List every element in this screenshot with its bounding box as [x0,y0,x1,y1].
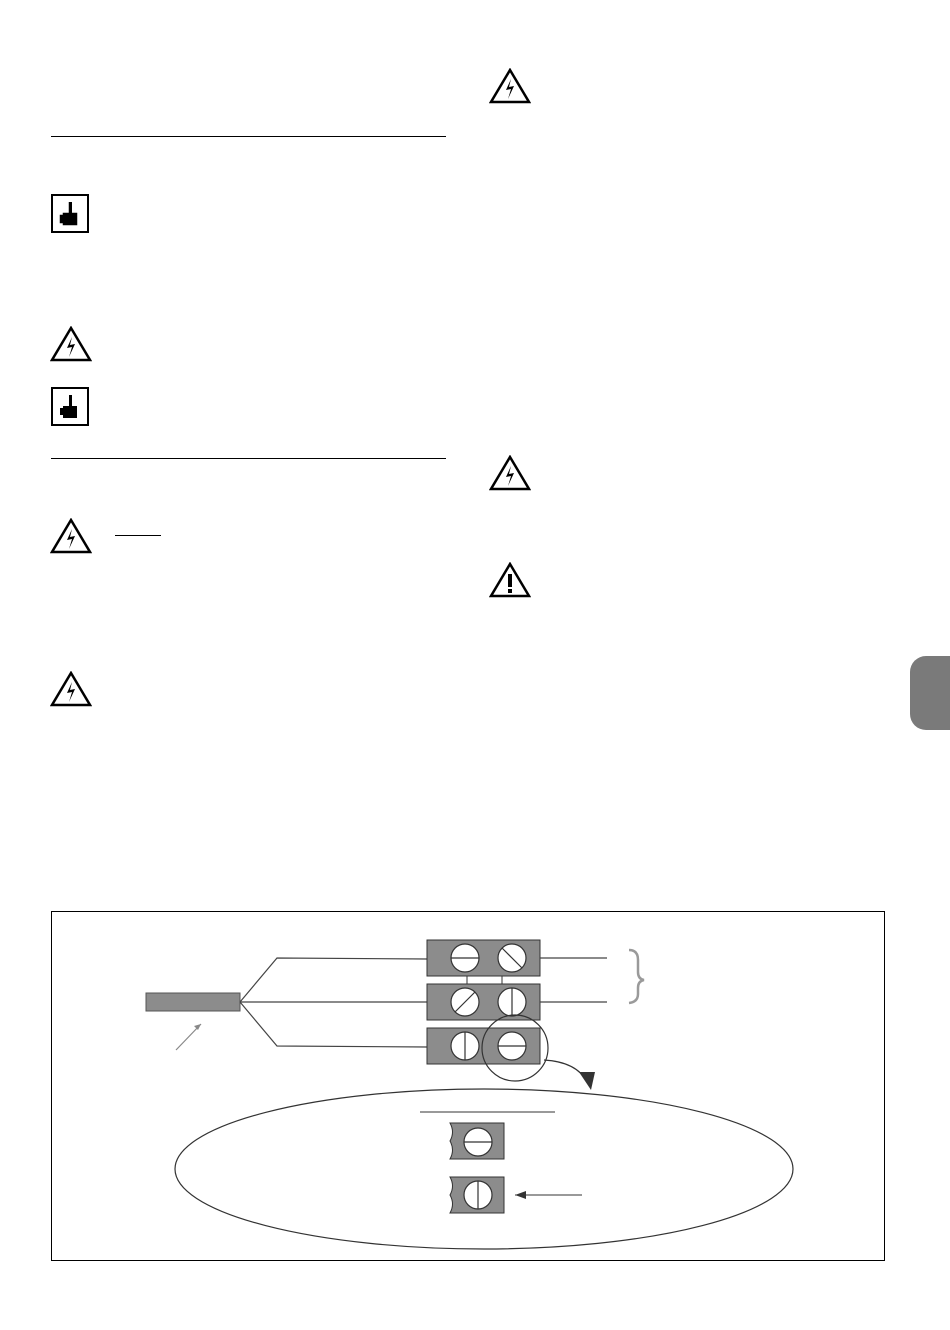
electric-hazard-icon [489,455,531,491]
electric-hazard-icon [50,671,92,707]
section-divider-middle [51,458,446,459]
wire-bottom [240,1002,427,1047]
section-divider-top [51,136,446,137]
note-hand-icon [51,194,89,233]
brace-icon [629,950,644,1003]
arrow-icon [544,1060,587,1082]
electric-hazard-icon [489,68,531,104]
wiring-diagram [51,911,885,1261]
wiring-diagram-svg [52,912,885,1261]
note-hand-icon [51,387,89,426]
warning-exclamation-icon [489,562,531,598]
underline-mark [115,535,161,536]
wire-top [240,958,427,1002]
electric-hazard-icon [50,518,92,554]
power-cable [146,993,240,1011]
detail-ellipse [175,1089,793,1249]
page-side-tab [910,656,950,730]
electric-hazard-icon [50,326,92,362]
